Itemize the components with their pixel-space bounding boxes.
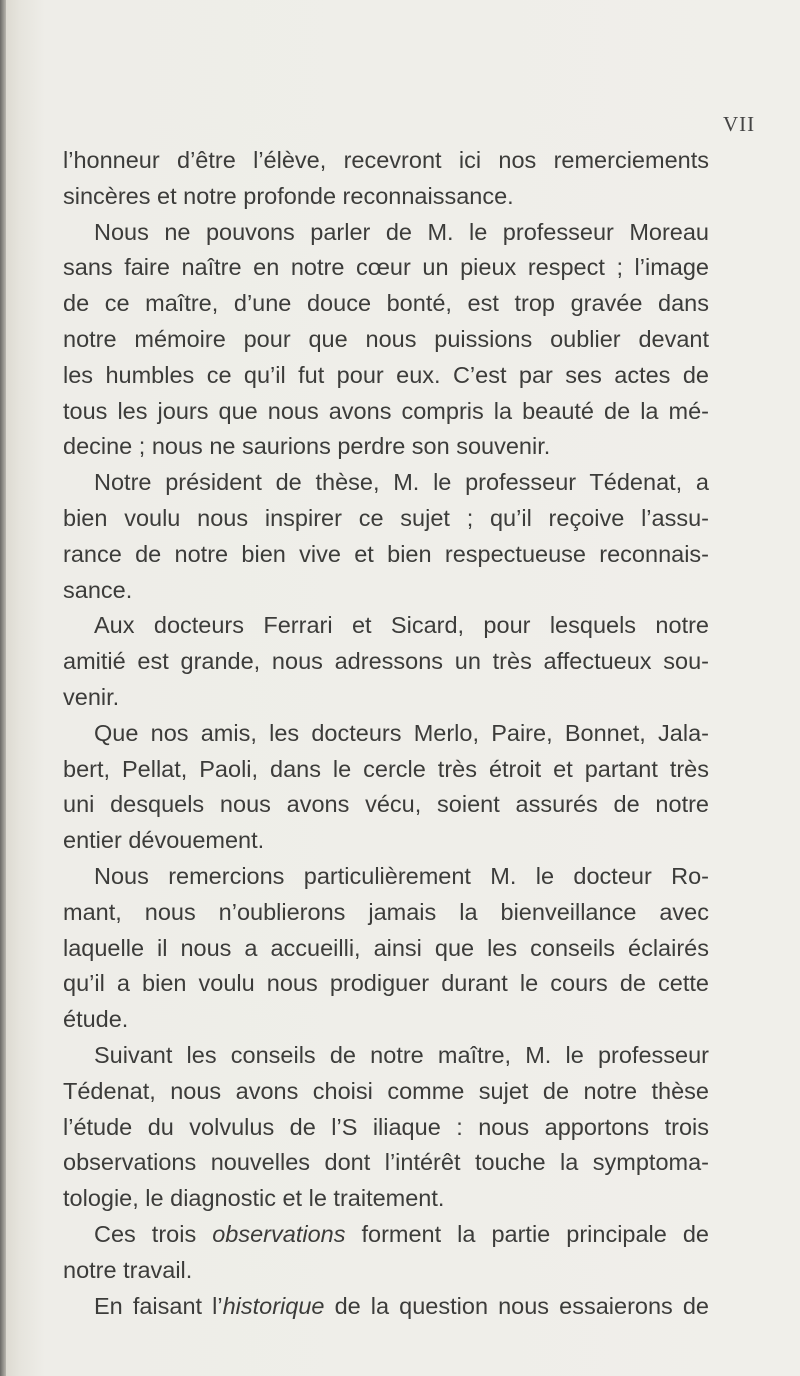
- text-line: [63, 501, 709, 537]
- text-line: [63, 573, 709, 609]
- text-line: [63, 680, 709, 716]
- text-line-content: entier dévouement.: [63, 827, 265, 854]
- text-line: [63, 1217, 709, 1253]
- page-text: [63, 143, 709, 1324]
- text-line: [63, 931, 709, 967]
- text-line-content: tous les jours que nous avons compris la beauté de la mé-: [63, 397, 709, 424]
- text-line: [63, 250, 709, 286]
- text-line: [63, 1038, 709, 1074]
- page-number: VII: [723, 112, 756, 136]
- text-line-content: sincères et notre profonde reconnaissance.: [63, 182, 514, 209]
- text-segment: forment la partie principale de: [345, 1220, 709, 1247]
- text-line-content: bert, Pellat, Paoli, dans le cercle très étroit et partant très: [63, 755, 709, 782]
- text-line-content: de ce maître, d’une douce bonté, est trop gravée dans: [63, 290, 709, 317]
- text-line: [63, 322, 709, 358]
- text-line-content: les humbles ce qu’il fut pour eux. C’est par ses actes de: [63, 361, 709, 388]
- text-line: [63, 1110, 709, 1146]
- text-line: [63, 1253, 709, 1289]
- text-line-content: laquelle il nous a accueilli, ainsi que les conseils éclairés: [63, 934, 709, 961]
- text-line: [63, 179, 709, 215]
- text-line: [63, 1002, 709, 1038]
- text-line-content: Nous remercions particulièrement M. le docteur Ro-: [94, 862, 709, 889]
- text-line: [63, 537, 709, 573]
- text-line: [63, 966, 709, 1002]
- text-line: [63, 787, 709, 823]
- text-line-content: Notre président de thèse, M. le professeur Tédenat, a: [94, 469, 709, 496]
- text-line-content: tologie, le diagnostic et le traitement.: [63, 1185, 445, 1212]
- text-line-content: l’honneur d’être l’élève, recevront ici nos remerciements: [63, 147, 709, 173]
- text-line-content: observations nouvelles dont l’intérêt touche la symptoma-: [63, 1149, 709, 1176]
- text-line: [63, 859, 709, 895]
- text-line-content: [94, 1289, 709, 1325]
- text-line-content: Que nos amis, les docteurs Merlo, Paire, Bonnet, Jala-: [94, 719, 709, 746]
- text-segment: En faisant l’: [94, 1292, 223, 1319]
- text-line-content: sans faire naître en notre cœur un pieux respect ; l’image: [63, 254, 709, 281]
- text-line-content: [94, 1217, 709, 1253]
- text-line-content: mant, nous n’oublierons jamais la bienveillance avec: [63, 898, 709, 925]
- text-line: [63, 644, 709, 680]
- text-line: [63, 143, 709, 179]
- text-line: [63, 358, 709, 394]
- text-line-content: notre mémoire pour que nous puissions oublier devant: [63, 325, 709, 352]
- text-line: [63, 1145, 709, 1181]
- text-line-content: bien voulu nous inspirer ce sujet ; qu’il reçoive l’assu-: [63, 504, 709, 531]
- text-line: [63, 1289, 709, 1325]
- text-line: [63, 895, 709, 931]
- text-line-content: Tédenat, nous avons choisi comme sujet de notre thèse: [63, 1077, 709, 1104]
- text-line-content: decine ; nous ne saurions perdre son souvenir.: [63, 433, 551, 460]
- text-line-content: Nous ne pouvons parler de M. le professeur Moreau: [94, 218, 709, 245]
- text-line-content: notre travail.: [63, 1256, 193, 1283]
- text-line: [63, 1074, 709, 1110]
- text-line: [63, 1181, 709, 1217]
- text-line-content: venir.: [63, 683, 120, 710]
- text-line: [63, 286, 709, 322]
- text-line: [63, 716, 709, 752]
- text-line: [63, 429, 709, 465]
- text-line-content: Suivant les conseils de notre maître, M. le professeur: [94, 1041, 709, 1068]
- text-line-content: amitié est grande, nous adressons un très affectueux sou-: [63, 648, 709, 675]
- text-segment: Ces trois: [94, 1220, 213, 1247]
- text-line-content: uni desquels nous avons vécu, soient assurés de notre: [63, 791, 709, 818]
- text-line: [63, 394, 709, 430]
- text-line-content: rance de notre bien vive et bien respectueuse reconnais-: [63, 540, 709, 567]
- italic-term: observations: [212, 1220, 346, 1247]
- text-line-content: l’étude du volvulus de l’S iliaque : nous apportons trois: [63, 1113, 709, 1140]
- text-line: [63, 823, 709, 859]
- text-line-content: sance.: [63, 576, 133, 603]
- text-segment: de la question nous essaierons de: [324, 1292, 709, 1319]
- text-line-content: Aux docteurs Ferrari et Sicard, pour lesquels notre: [94, 612, 709, 639]
- text-line-content: étude.: [63, 1006, 129, 1033]
- text-line-content: qu’il a bien voulu nous prodiguer durant le cours de cette: [63, 970, 709, 997]
- book-spine-shadow: [0, 0, 6, 1376]
- text-line: [63, 465, 709, 501]
- text-line: [63, 752, 709, 788]
- text-line: [63, 215, 709, 251]
- text-line: [63, 608, 709, 644]
- italic-term: historique: [222, 1292, 325, 1319]
